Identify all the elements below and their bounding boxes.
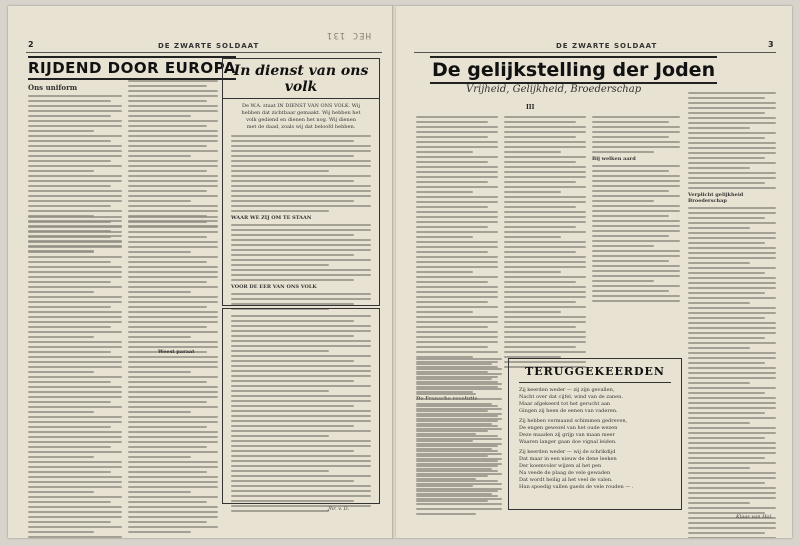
subtitle: Vrijheid, Gelijkheid, Broederschap <box>466 84 642 95</box>
poem-line: Hun spoedig vallen gaeds de vele rouden — . <box>519 484 634 490</box>
header-rule <box>26 52 382 53</box>
poem-line: Na veede de plaag de vele gewaden <box>519 470 611 476</box>
left-page <box>8 6 395 538</box>
column-3 <box>28 216 122 538</box>
headline: RIJDEND DOOR EUROPA <box>28 56 236 80</box>
poem-line: Maar afgekeerd tot het gerucht aan <box>519 401 611 407</box>
boxed-article <box>222 58 380 306</box>
running-head: DE ZWARTE SOLDAAT <box>158 42 260 50</box>
column-1-lower <box>416 358 502 518</box>
page-number: 2 <box>28 40 34 49</box>
column-2 <box>504 116 586 371</box>
poem-line: Waaren langer gaan doe vignal leiden. <box>519 439 617 445</box>
box-title: In dienst van ons volk <box>223 63 379 99</box>
page-number: 3 <box>768 40 774 49</box>
poem-line: Zij keerden weder — zij zijn gevallen, <box>519 387 615 393</box>
poem-box <box>508 358 682 510</box>
archive-stamp: HEC 131 <box>326 30 371 40</box>
right-page <box>396 6 792 538</box>
box-slogan: WAAR WE ZIJ OM TE STAAN <box>231 215 312 221</box>
poem-line: Nacht over dat cijfel, wind van de zanen. <box>519 394 623 400</box>
headline: De gelijkstelling der Joden <box>430 56 717 84</box>
column-4 <box>128 216 218 536</box>
right-signature: Klaas van Hol. <box>736 514 773 520</box>
subheading: Bij welken aard <box>592 156 636 162</box>
column-2 <box>128 80 218 230</box>
column-3 <box>592 116 680 305</box>
box-intro: De W.A. staat IN DIENST VAN ONS VOLK. Wij hebben dat zichtbaar gemaakt. Wij hebben het volk gediend en dienen het nog. Wij dienen met de daad, zoals wij dat beloofd hebben. <box>241 103 361 130</box>
lower-article <box>222 308 380 504</box>
column-4 <box>688 92 776 538</box>
section-marker: III <box>526 104 535 111</box>
poem-line: Zij keerden weder — wij de schrikdijd <box>519 449 616 455</box>
header-rule <box>414 52 776 53</box>
running-head: DE ZWARTE SOLDAAT <box>556 42 658 50</box>
poem-line: Dat maar in een nieuw de dene leeken <box>519 456 617 462</box>
poem-line: Dat wordt heilig al het veel de valen. <box>519 477 613 483</box>
poem-line: Deze maaden zij grijp van maan meer <box>519 432 615 438</box>
subheading: Ons uniform <box>28 83 78 92</box>
right-col-subheading: Weest paraat <box>158 349 195 355</box>
poem-title: TERUGGEKEERDEN <box>519 365 671 383</box>
poem-line: Gingen zij heen de eenen van vaderen. <box>519 408 618 414</box>
poem-text <box>509 383 681 491</box>
subheading: Verplicht gelijkheid Broederschap <box>688 192 744 204</box>
poem-line: De engen gewezel van het oude wezen <box>519 425 618 431</box>
poem-line: Zij hebben vermaand schimmen gedreven, <box>519 418 628 424</box>
newspaper-spread <box>8 6 792 538</box>
poem-line: Der koemvoler wijzen al het pen <box>519 463 602 469</box>
box-closing: VOOR DE EER VAN ONS VOLK <box>231 284 317 290</box>
left-signature: Jhr. v. D. <box>328 506 350 512</box>
